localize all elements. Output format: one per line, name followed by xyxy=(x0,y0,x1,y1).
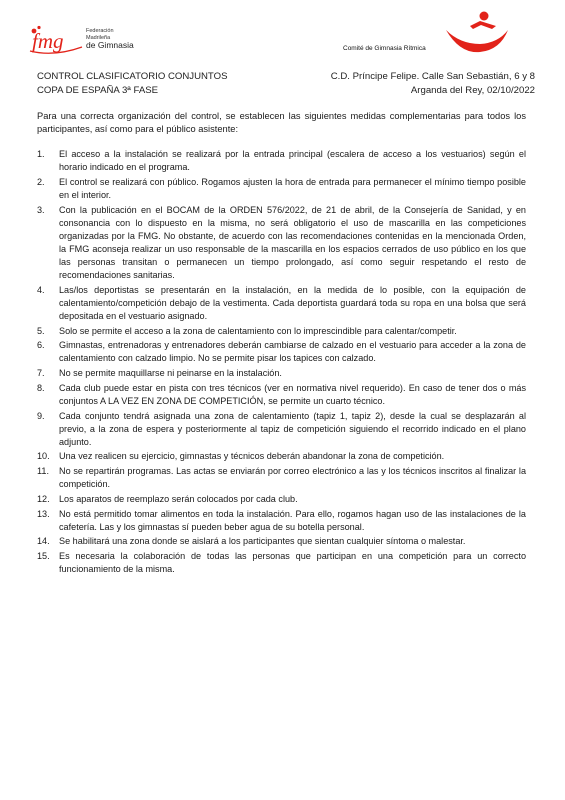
committee-label: Comité de Gimnasia Rítmica xyxy=(343,45,426,52)
venue-address: C.D. Príncipe Felipe. Calle San Sebastián, 6 y 8 xyxy=(330,71,535,82)
list-item-text: El acceso a la instalación se realizará por la entrada principal (escalera de acceso a los vestuarios) según el horario indicado en el programa. xyxy=(59,149,526,173)
measures-list xyxy=(37,148,526,578)
list-item xyxy=(37,508,526,534)
list-item xyxy=(37,204,526,283)
list-item-number: 12. xyxy=(37,493,50,504)
list-item-text: Es necesaria la colaboración de todas las personas que participan en una competición para un correcto funcionamiento de la misma. xyxy=(59,551,526,575)
list-item xyxy=(37,339,526,365)
list-item-number: 14. xyxy=(37,536,50,547)
gymnast-logo-icon xyxy=(440,10,512,54)
list-item-text: Gimnastas, entrenadoras y entrenadores deberán cambiarse de calzado en el vestuario para acceder a la zona de calentamiento con calzado limpio. No se permite pisar los tapices con calzado. xyxy=(59,340,526,364)
venue-header xyxy=(331,70,535,97)
fmg-org-big: de Gimnasia xyxy=(86,40,134,50)
list-item-text: Se habilitará una zona donde se aislará a los participantes que sientan cualquier síntoma o malestar. xyxy=(59,536,466,547)
list-item-text: Cada club puede estar en pista con tres técnicos (ver en normativa nivel requerido). En caso de tener dos o más conjuntos A LA VEZ EN ZONA DE COMPETICIÓN, se permite un cuarto técnico. xyxy=(59,382,526,406)
list-item xyxy=(37,176,526,202)
event-title: CONTROL CLASIFICATORIO CONJUNTOS xyxy=(37,71,228,82)
list-item-number: 10. xyxy=(37,451,50,462)
list-item-number: 5. xyxy=(37,325,45,336)
event-header xyxy=(37,70,227,97)
list-item-number: 6. xyxy=(37,340,45,351)
list-item xyxy=(37,493,526,506)
list-item xyxy=(37,148,526,174)
list-item-text: No está permitido tomar alimentos en toda la instalación. Para ello, rogamos hagan uso de las instalaciones de la cafetería. Las y los gimnastas sí pueden beber agua de su botella personal. xyxy=(59,508,526,532)
list-item-number: 9. xyxy=(37,410,45,421)
list-item xyxy=(37,410,526,449)
fmg-logo-text xyxy=(86,28,138,49)
list-item xyxy=(37,325,526,338)
list-item-number: 3. xyxy=(37,204,45,215)
list-item-text: No se repartirán programas. Las actas se enviarán por correo electrónico a las y los técnicos inscritos al finalizar la competición. xyxy=(59,466,526,490)
list-item-number: 11. xyxy=(37,466,49,477)
list-item xyxy=(37,535,526,548)
list-item-text: El control se realizará con público. Rogamos ajusten la hora de entrada para permanecer el mínimo tiempo posible en el interior. xyxy=(59,176,526,200)
list-item-number: 8. xyxy=(37,382,45,393)
list-item-number: 4. xyxy=(37,284,45,295)
list-item xyxy=(37,382,526,408)
list-item xyxy=(37,367,526,380)
list-item-text: Solo se permite el acceso a la zona de calentamiento con lo imprescindible para calentar/competir. xyxy=(59,325,457,336)
list-item-text: Con la publicación en el BOCAM de la ORDEN 576/2022, de 21 de abril, de la Consejería de Sanidad, y en consonancia con lo dispuesto en la misma, no será obligatorio el uso de mascarilla en las competiciones organizadas por la FMG. No obstante, de acuerdo con las recomendaciones contenidas en la mencionada Orden, la FMG aconseja realizar un uso responsable de la mascarilla en los espacios cerrados de uso público en los que las personas transitan o permanecen un tiempo prolongado, así como seguir respetando el resto de recomendaciones sanitarias. xyxy=(59,204,526,281)
list-item-text: Una vez realicen su ejercicio, gimnastas y técnicos deberán abandonar la zona de competición. xyxy=(59,451,445,462)
list-item xyxy=(37,450,526,463)
list-item-number: 2. xyxy=(37,176,45,187)
list-item-text: Cada conjunto tendrá asignada una zona de calentamiento (tapiz 1, tapiz 2), desde la cual se desplazarán al previo, a la zona de espera y posteriormente al tapiz de competición siguiendo el recorrido indicado en el plano adjunto. xyxy=(59,410,526,447)
list-item-text: Los aparatos de reemplazo serán colocados por cada club. xyxy=(59,493,298,504)
venue-date: Arganda del Rey, 02/10/2022 xyxy=(410,84,535,96)
list-item-number: 7. xyxy=(37,368,45,379)
event-subtitle: COPA DE ESPAÑA 3ª FASE xyxy=(37,84,159,96)
fmg-logo xyxy=(28,22,138,58)
list-item xyxy=(37,284,526,323)
intro-paragraph: Para una correcta organización del control, se establecen las siguientes medidas complementarias para todos los participantes, así como para el público asistente: xyxy=(37,111,526,135)
list-item-text: No se permite maquillarse ni peinarse en la instalación. xyxy=(59,368,282,379)
fmg-logo-mark xyxy=(28,24,84,54)
fmg-org-small: Federación Madrileña xyxy=(86,28,114,41)
list-item xyxy=(37,465,526,491)
list-item-number: 15. xyxy=(37,551,50,562)
list-item-number: 1. xyxy=(37,149,45,159)
list-item-number: 13. xyxy=(37,508,50,519)
list-item xyxy=(37,550,526,576)
fmg-logo-letters: fmg xyxy=(32,29,64,53)
list-item-text: Las/los deportistas se presentarán en la instalación, en la medida de lo posible, con la equipación de calentamiento/competición debajo de la vestimenta. Cada deportista guardará toda su ropa en una bolsa que será depositada en el vestuario asignado. xyxy=(59,284,526,321)
